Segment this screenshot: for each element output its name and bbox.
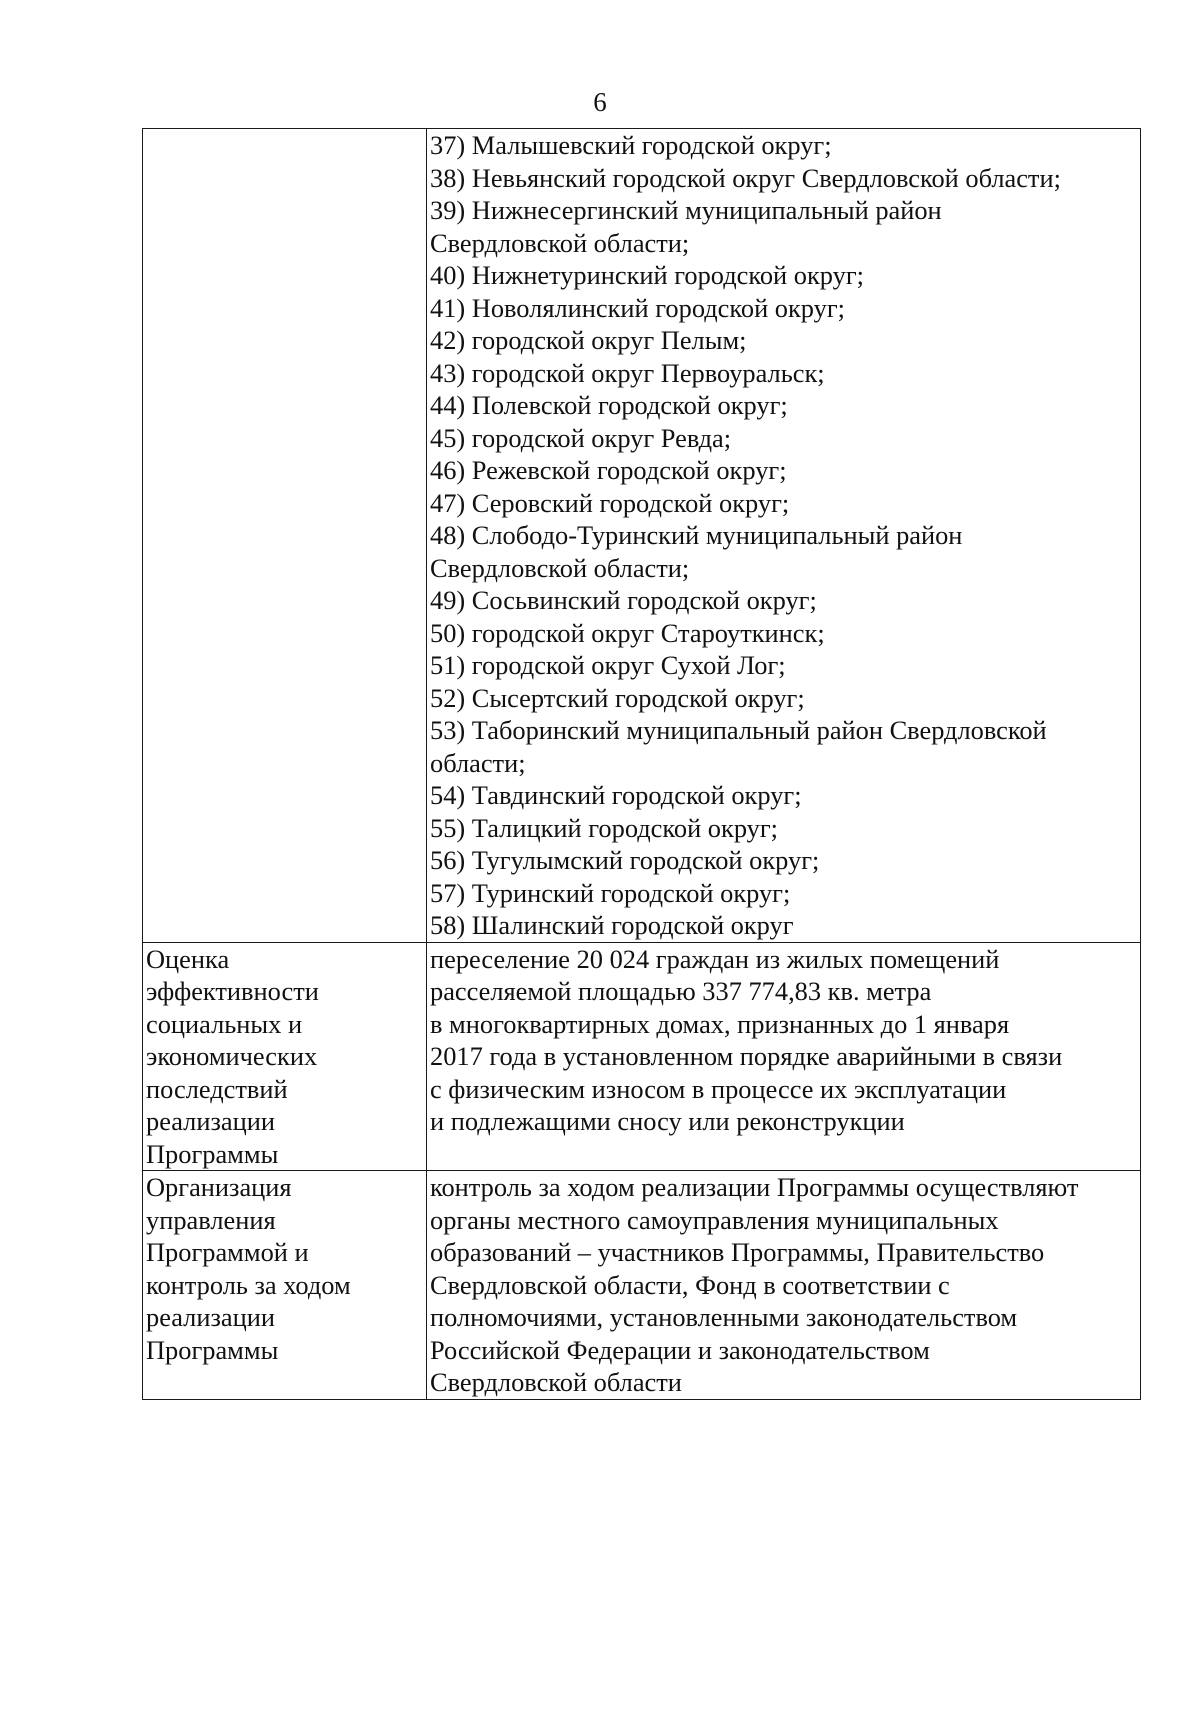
list-item: 38) Невьянский городской округ Свердловской области;: [430, 162, 1061, 193]
label-line: Программой и: [146, 1237, 309, 1267]
content-line: Российской Федерации и законодательством: [430, 1334, 930, 1365]
label-line: последствий: [146, 1073, 288, 1104]
list-item: 48) Слободо-Туринский муниципальный район Свердловской области;: [430, 520, 963, 583]
label-line: реализации: [146, 1106, 275, 1136]
table-row-effectiveness: [143, 942, 1141, 1171]
content-line: в многоквартирных домах, признанных до 1 января: [430, 1008, 1010, 1039]
list-item: 53) Таборинский муниципальный район Свердловской области;: [430, 715, 1047, 778]
row-content-effectiveness: [427, 942, 1141, 1171]
list-item: 54) Тавдинский городской округ;: [430, 780, 802, 810]
list-item: 42) городской округ Пелым;: [430, 325, 747, 355]
label-line: Программы: [146, 1138, 279, 1169]
content-line: 2017 года в установленном порядке аварийными в связи: [430, 1041, 1063, 1071]
label-line: Оценка: [146, 943, 230, 974]
municipalities-list: [427, 129, 1141, 943]
content-line: полномочиями, установленными законодательством: [430, 1302, 1018, 1332]
label-line: контроль за ходом: [146, 1269, 351, 1300]
content-line: переселение 20 024 граждан из жилых помещений: [430, 943, 1000, 974]
page-number: 6: [593, 87, 607, 117]
list-item: 39) Нижнесергинский муниципальный район Свердловской области;: [430, 195, 942, 258]
label-line: эффективности: [146, 976, 319, 1006]
list-item: 52) Сысертский городской округ;: [430, 682, 805, 713]
list-item: 43) городской округ Первоуральск;: [430, 357, 825, 388]
list-item: 46) Режевской городской округ;: [430, 455, 787, 485]
content-line: контроль за ходом реализации Программы осуществляют: [430, 1172, 1079, 1202]
list-item: 37) Малышевский городской округ;: [430, 130, 832, 160]
list-item: 57) Туринский городской округ;: [430, 877, 791, 908]
content-line: расселяемой площадью 337 774,83 кв. метра: [430, 976, 932, 1006]
content-line: с физическим износом в процессе их эксплуатации: [430, 1073, 1007, 1104]
label-line: Программы: [146, 1334, 279, 1365]
content-line: образований – участников Программы, Правительство: [430, 1237, 1045, 1267]
list-item: 40) Нижнетуринский городской округ;: [430, 260, 864, 290]
list-item: 58) Шалинский городской округ: [430, 910, 794, 940]
row-label-management: [143, 1171, 427, 1400]
label-line: реализации: [146, 1302, 275, 1332]
label-line: социальных и: [146, 1008, 303, 1039]
list-item: 56) Тугулымский городской округ;: [430, 845, 820, 875]
row-content-management: [427, 1171, 1141, 1400]
list-item: 50) городской округ Староуткинск;: [430, 617, 825, 648]
list-item: 44) Полевской городской округ;: [430, 390, 788, 420]
table-row-municipalities: [143, 129, 1141, 943]
list-item: 55) Талицкий городской округ;: [430, 812, 779, 843]
label-line: Организация: [146, 1172, 292, 1202]
row-label-effectiveness: [143, 942, 427, 1171]
row-label-empty: [143, 129, 427, 943]
table-row-management: [143, 1171, 1141, 1400]
list-item: 51) городской округ Сухой Лог;: [430, 650, 786, 680]
content-line: органы местного самоуправления муниципальных: [430, 1204, 999, 1235]
list-item: 45) городской округ Ревда;: [430, 422, 732, 453]
list-item: 49) Сосьвинский городской округ;: [430, 585, 817, 615]
list-item: 41) Новолялинский городской округ;: [430, 292, 846, 323]
content-line: Свердловской области, Фонд в соответствии с: [430, 1269, 950, 1300]
content-line: и подлежащими сносу или реконструкции: [430, 1106, 905, 1136]
label-line: управления: [146, 1204, 276, 1235]
label-line: экономических: [146, 1041, 318, 1071]
list-item: 47) Серовский городской округ;: [430, 487, 790, 518]
program-passport-table: [142, 128, 1141, 1400]
content-line: Свердловской области: [430, 1367, 682, 1397]
